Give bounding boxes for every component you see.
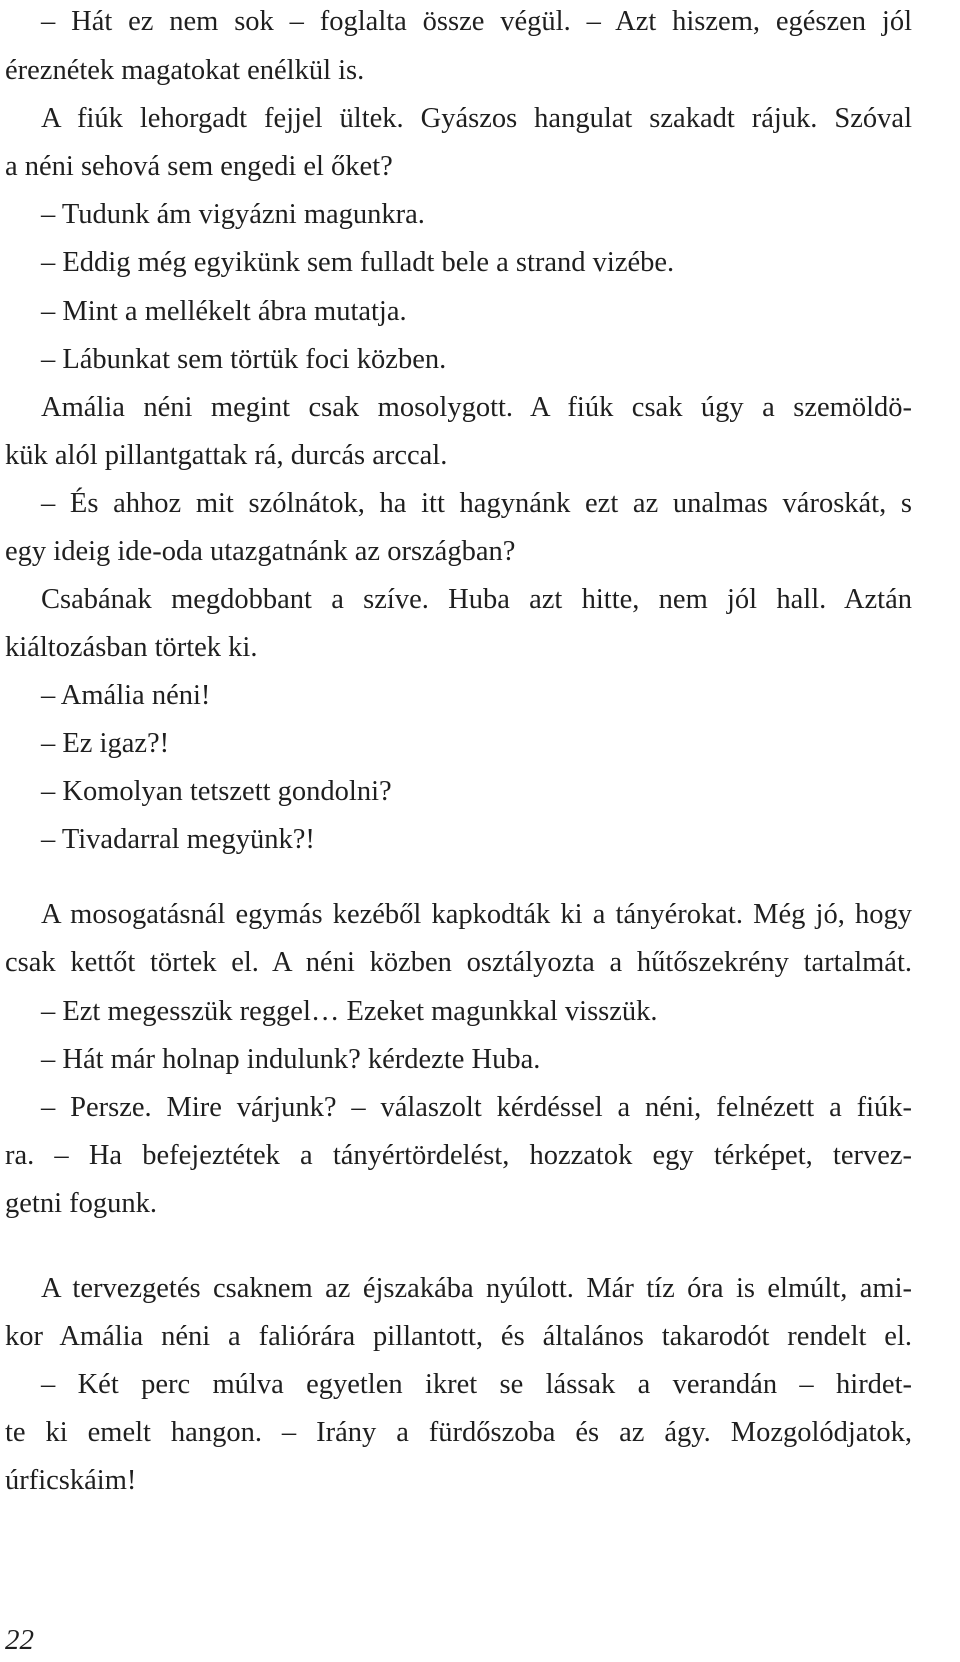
text-line: csak kettőt törtek el. A néni közben osztályozta a hűtőszekrény tartalmát. bbox=[5, 947, 912, 978]
text-line: kük alól pillantgattak rá, durcás arccal. bbox=[5, 440, 448, 471]
text-line: – Tivadarral megyünk?! bbox=[41, 824, 315, 855]
text-line: A mosogatásnál egymás kezéből kapkodták ki a tányérokat. Még jó, hogy bbox=[41, 899, 912, 930]
text-line: te ki emelt hangon. – Irány a fürdőszoba és az ágy. Mozgolódjatok, bbox=[5, 1417, 912, 1448]
text-line: kiáltozásban törtek ki. bbox=[5, 632, 258, 663]
text-line: ra. – Ha befejeztétek a tányértördelést, hozzatok egy térképet, tervez- bbox=[5, 1140, 912, 1171]
text-line: – Tudunk ám vigyázni magunkra. bbox=[41, 199, 425, 230]
text-line: – Persze. Mire várjunk? – válaszolt kérdéssel a néni, felnézett a fiúk- bbox=[41, 1092, 912, 1123]
text-line: – Komolyan tetszett gondolni? bbox=[41, 776, 392, 807]
text-line: kor Amália néni a faliórára pillantott, és általános takarodót rendelt el. bbox=[5, 1321, 912, 1352]
text-line: getni fogunk. bbox=[5, 1188, 157, 1219]
text-line: – És ahhoz mit szólnátok, ha itt hagynánk ezt az unalmas városkát, s bbox=[41, 488, 912, 519]
text-line: – Lábunkat sem törtük foci közben. bbox=[41, 344, 447, 375]
text-line: Csabának megdobbant a szíve. Huba azt hitte, nem jól hall. Aztán bbox=[41, 584, 912, 615]
text-line: úrficskáim! bbox=[5, 1465, 137, 1496]
text-line: egy ideig ide-oda utazgatnánk az országban? bbox=[5, 536, 516, 567]
text-line: – Ez igaz?! bbox=[41, 728, 170, 759]
text-line: éreznétek magatokat enélkül is. bbox=[5, 55, 365, 86]
text-line: A tervezgetés csaknem az éjszakába nyúlott. Már tíz óra is elmúlt, ami- bbox=[41, 1273, 912, 1304]
text-line: – Két perc múlva egyetlen ikret se lássak a verandán – hirdet- bbox=[41, 1369, 912, 1400]
text-line: Amália néni megint csak mosolygott. A fiúk csak úgy a szemöldö- bbox=[41, 392, 912, 423]
text-line: – Hát már holnap indulunk? kérdezte Huba. bbox=[41, 1044, 541, 1075]
text-line: – Amália néni! bbox=[41, 680, 211, 711]
page-number: 22 bbox=[5, 1624, 34, 1656]
text-line: – Ezt megesszük reggel… Ezeket magunkkal visszük. bbox=[41, 996, 658, 1027]
text-line: – Hát ez nem sok – foglalta össze végül. – Azt hiszem, egészen jól bbox=[41, 6, 912, 37]
text-line: a néni sehová sem engedi el őket? bbox=[5, 151, 393, 182]
text-line: A fiúk lehorgadt fejjel ültek. Gyászos hangulat szakadt rájuk. Szóval bbox=[41, 103, 912, 134]
text-line: – Eddig még egyikünk sem fulladt bele a strand vizébe. bbox=[41, 247, 675, 278]
text-line: – Mint a mellékelt ábra mutatja. bbox=[41, 296, 407, 327]
